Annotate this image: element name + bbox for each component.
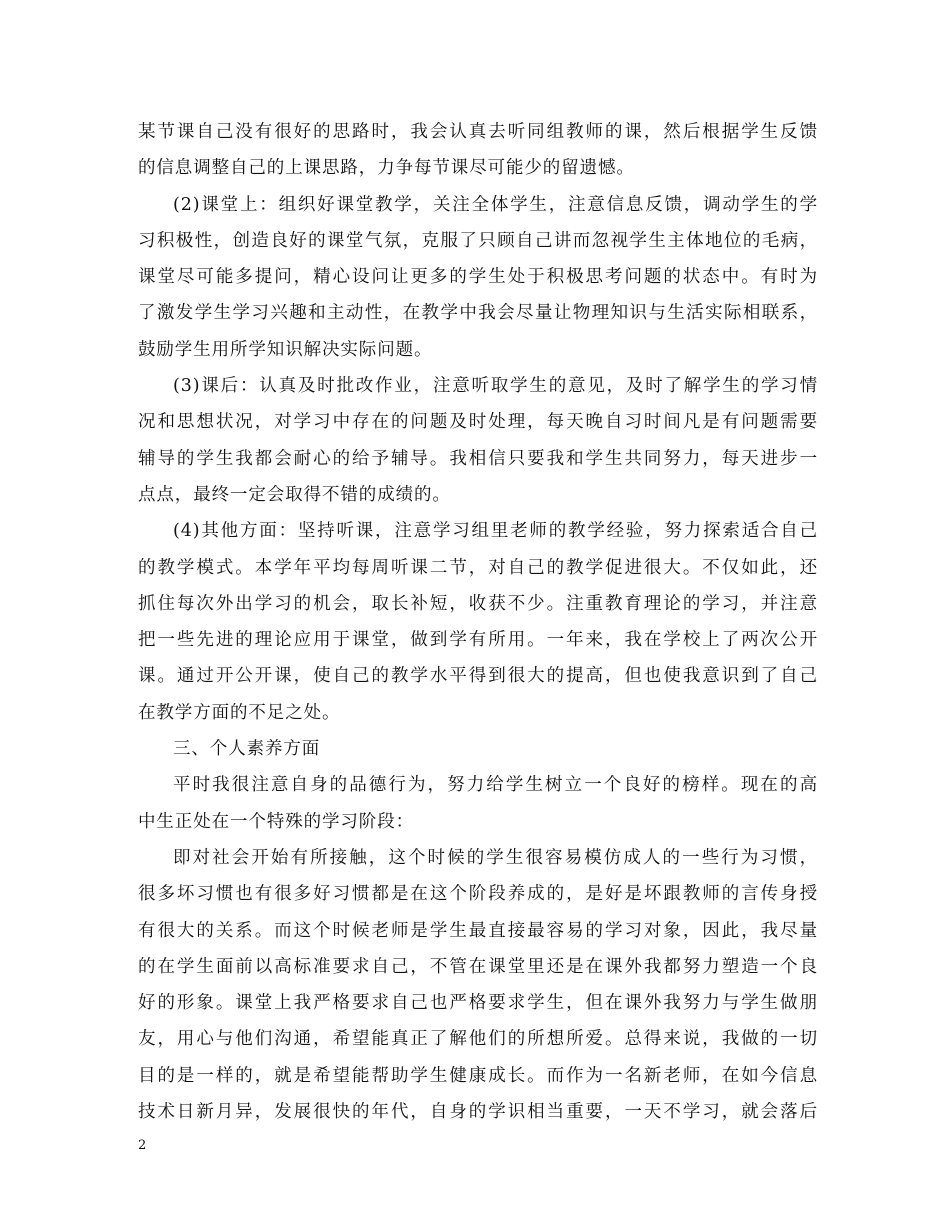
text-line: 目的是一样的，就是希望能帮助学生健康成长。而作为一名新老师，在如今信息 — [138, 1065, 818, 1086]
text-line: 点点，最终一定会取得不错的成绩的。 — [138, 484, 451, 505]
text-line: 有很大的关系。而这个时候老师是学生最直接最容易的学习对象，因此，我尽量 — [138, 920, 818, 941]
text-line: 很多坏习惯也有很多好习惯都是在这个阶段养成的，是好是坏跟教师的言传身授 — [138, 884, 818, 905]
text-line: 抓住每次外出学习的机会，取长补短，收获不少。注重教育理论的学习，并注意 — [138, 593, 818, 614]
text-line: 辅导的学生我都会耐心的给予辅导。我相信只要我和学生共同努力，每天进步一 — [138, 448, 818, 469]
text-line: (4)其他方面：坚持听课，注意学习组里老师的教学经验，努力探索适合自己 — [173, 521, 818, 542]
text-line: 的在学生面前以高标准要求自己，不管在课堂里还是在课外我都努力塑造一个良 — [138, 956, 818, 977]
text-line: 鼓励学生用所学知识解决实际问题。 — [138, 339, 433, 360]
text-line: 了激发学生学习兴趣和主动性，在教学中我会尽量让物理知识与生活实际相联系， — [138, 303, 818, 324]
text-line: 课。通过开公开课，使自己的教学水平得到很大的提高，但也使我意识到了自己 — [138, 666, 818, 687]
text-line: 习积极性，创造良好的课堂气氛，克服了只顾自己讲而忽视学生主体地位的毛病， — [138, 230, 818, 251]
text-line: 课堂尽可能多提问，精心设问让更多的学生处于积极思考问题的状态中。有时为 — [138, 267, 818, 288]
text-line: 某节课自己没有很好的思路时，我会认真去听同组教师的课，然后根据学生反馈 — [138, 122, 818, 142]
text-line: (3)课后：认真及时批改作业，注意听取学生的意见，及时了解学生的学习情 — [173, 376, 818, 397]
text-line: (2)课堂上：组织好课堂教学，关注全体学生，注意信息反馈，调动学生的学 — [173, 194, 818, 215]
text-line: 中生正处在一个特殊的学习阶段： — [138, 811, 414, 832]
text-line: 平时我很注意自身的品德行为，努力给学生树立一个良好的榜样。现在的高 — [173, 775, 818, 796]
text-line: 况和思想状况，对学习中存在的问题及时处理，每天晚自习时间凡是有问题需要 — [138, 412, 818, 433]
text-line: 好的形象。课堂上我严格要求自己也严格要求学生，但在课外我努力与学生做朋 — [138, 993, 818, 1014]
text-line: 技术日新月异，发展很快的年代，自身的学识相当重要，一天不学习，就会落后 — [138, 1102, 818, 1123]
text-line: 三、个人素养方面 — [173, 739, 321, 760]
text-line: 在教学方面的不足之处。 — [138, 702, 341, 723]
page-number: 2 — [138, 1138, 147, 1153]
text-line: 把一些先进的理论应用于课堂，做到学有所用。一年来，我在学校上了两次公开 — [138, 630, 818, 651]
text-line: 友，用心与他们沟通，希望能真正了解他们的所想所爱。总得来说，我做的一切 — [138, 1029, 818, 1050]
text-line: 的教学模式。本学年平均每周听课二节，对自己的教学促进很大。不仅如此，还 — [138, 557, 818, 578]
document-body — [138, 114, 818, 1130]
text-line: 的信息调整自己的上课思路，力争每节课尽可能少的留遗憾。 — [138, 158, 635, 179]
text-line: 即对社会开始有所接触，这个时候的学生很容易模仿成人的一些行为习惯， — [173, 847, 818, 868]
